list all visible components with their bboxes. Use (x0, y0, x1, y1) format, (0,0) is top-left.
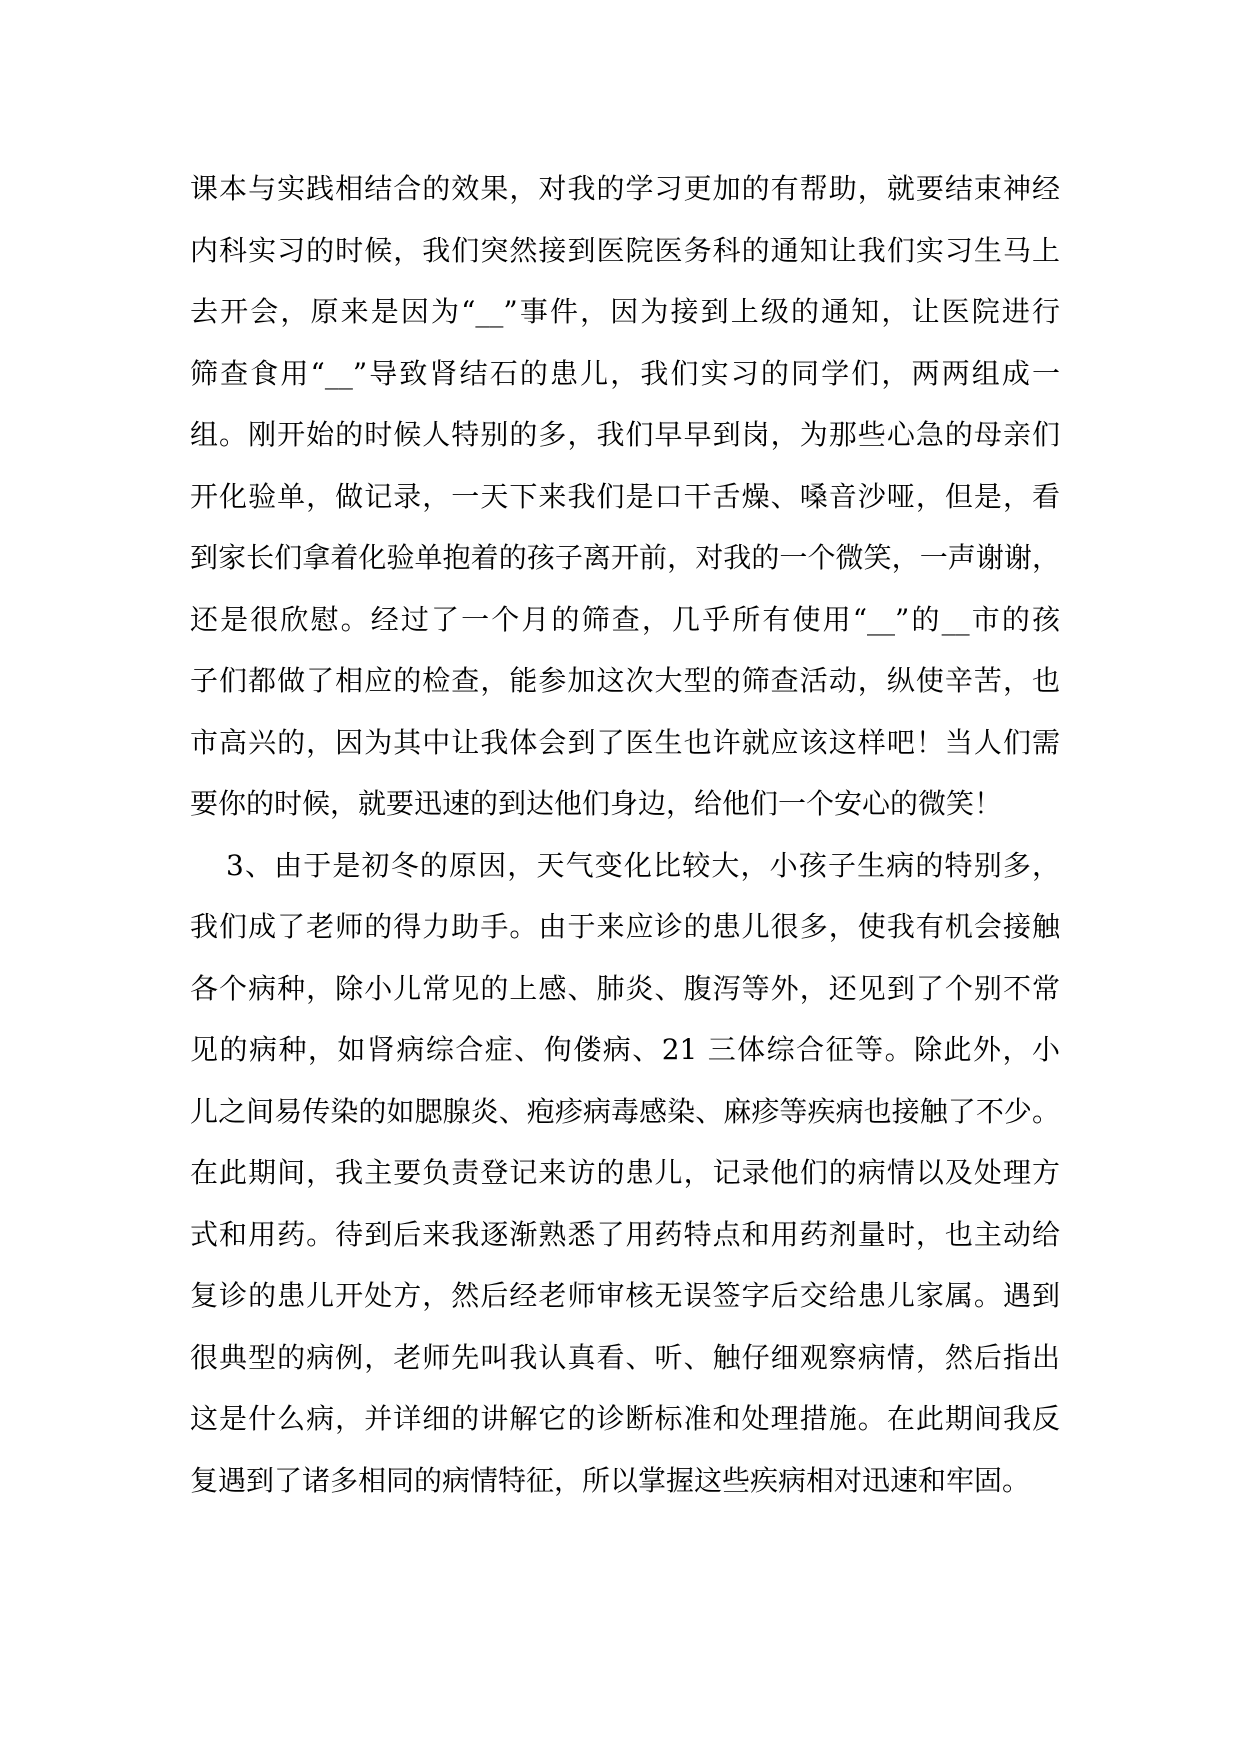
text-line: 市高兴的，因为其中让我体会到了医生也许就应该这样吧！当人们需 (190, 725, 1060, 759)
text-line: 内科实习的时候，我们突然接到医院医务科的通知让我们实习生马上 (190, 233, 1060, 267)
text-line: 复诊的患儿开处方，然后经老师审核无误签字后交给患儿家属。遇到 (190, 1279, 1060, 1312)
text-line: 在此期间，我主要负责登记来访的患儿，记录他们的病情以及处理方 (190, 1156, 1060, 1189)
document-body (190, 158, 1060, 1511)
text-line: 组。刚开始的时候人特别的多，我们早早到岗，为那些心急的母亲们 (190, 418, 1060, 451)
text-line: 去开会，原来是因为“__”事件，因为接到上级的通知，让医院进行 (190, 295, 1060, 328)
text-line: 很典型的病例，老师先叫我认真看、听、触仔细观察病情，然后指出 (190, 1340, 1060, 1374)
text-line: 这是什么病，并详细的讲解它的诊断标准和处理措施。在此期间我反 (190, 1402, 1060, 1435)
text-line: 复遇到了诸多相同的病情特征，所以掌握这些疾病相对迅速和牢固。 (190, 1463, 1031, 1497)
text-line: 课本与实践相结合的效果，对我的学习更加的有帮助，就要结束神经 (190, 172, 1060, 205)
text-line: 子们都做了相应的检查，能参加这次大型的筛查活动，纵使辛苦，也 (190, 664, 1060, 697)
text-line: 筛查食用“__”导致肾结石的患儿，我们实习的同学们，两两组成一 (190, 356, 1060, 390)
text-line: 要你的时候，就要迅速的到达他们身边，给他们一个安心的微笑！ (190, 787, 1003, 820)
text-line: 各个病种，除小儿常见的上感、肺炎、腹泻等外，还见到了个别不常 (190, 971, 1060, 1005)
text-line: 式和用药。待到后来我逐渐熟悉了用药特点和用药剂量时，也主动给 (190, 1217, 1060, 1251)
text-line: 我们成了老师的得力助手。由于来应诊的患儿很多，使我有机会接触 (190, 910, 1060, 943)
text-line: 到家长们拿着化验单抱着的孩子离开前，对我的一个微笑，一声谢谢， (190, 541, 1060, 574)
text-line: 还是很欣慰。经过了一个月的筛查，几乎所有使用“__”的__市的孩 (190, 602, 1060, 636)
text-line: 3、由于是初冬的原因，天气变化比较大，小孩子生病的特别多， (226, 848, 1060, 882)
text-line: 儿之间易传染的如腮腺炎、疱疹病毒感染、麻疹等疾病也接触了不少。 (190, 1094, 1060, 1128)
text-line: 开化验单，做记录，一天下来我们是口干舌燥、嗓音沙哑，但是，看 (190, 479, 1060, 513)
text-line: 见的病种，如肾病综合症、佝偻病、21 三体综合征等。除此外，小 (190, 1033, 1060, 1066)
